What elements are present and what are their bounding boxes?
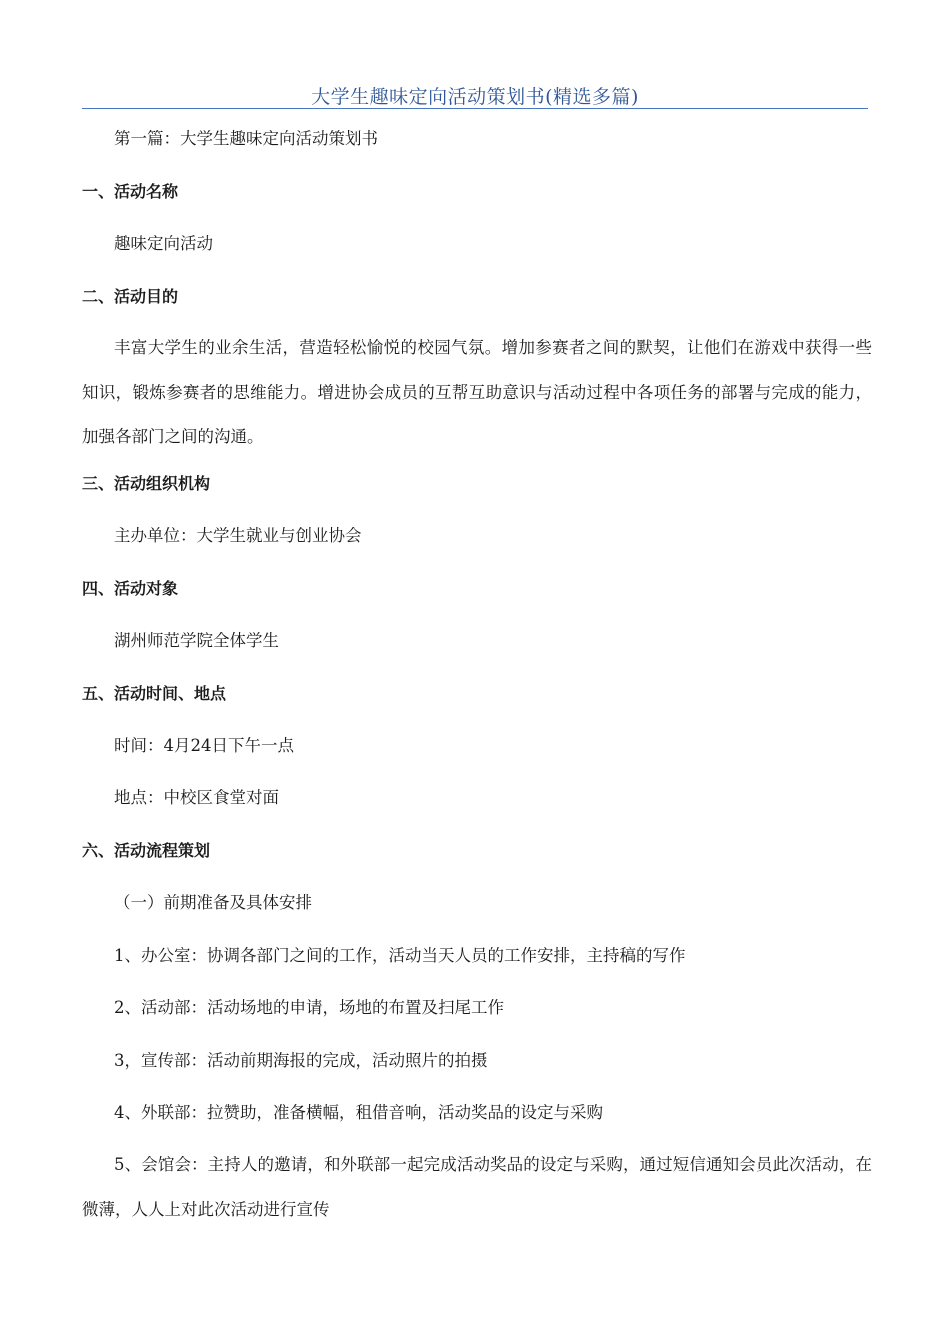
section-heading-organization: 三、活动组织机构 xyxy=(82,474,211,493)
list-item: 1、办公室：协调各部门之间的工作，活动当天人员的工作安排，主持稿的写作 xyxy=(114,946,686,965)
document-title: 大学生趣味定向活动策划书(精选多篇) xyxy=(311,86,639,108)
section-heading-name: 一、活动名称 xyxy=(82,182,179,201)
section-subheading-prep: （一）前期准备及具体安排 xyxy=(114,893,312,912)
section-body-name: 趣味定向活动 xyxy=(114,234,213,253)
section-body-organization: 主办单位：大学生就业与创业协会 xyxy=(114,526,362,545)
section-heading-purpose: 二、活动目的 xyxy=(82,287,179,306)
list-item: 4、外联部：拉赞助，准备横幅，租借音响，活动奖品的设定与采购 xyxy=(114,1103,603,1122)
document-subtitle: 第一篇：大学生趣味定向活动策划书 xyxy=(114,129,378,148)
section-body-audience: 湖州师范学院全体学生 xyxy=(114,631,279,650)
list-item: 2、活动部：活动场地的申请，场地的布置及扫尾工作 xyxy=(114,998,504,1017)
section-heading-time-place: 五、活动时间、地点 xyxy=(82,684,227,703)
section-body-purpose: 丰富大学生的业余生活，营造轻松愉悦的校园气氛。增加参赛者之间的默契，让他们在游戏中获得一些知识，锻炼参赛者的思维能力。增进协会成员的互帮互助意识与活动过程中各项任务的部署与完成的能力，加强各部门之间的沟通。 xyxy=(82,338,872,446)
section-heading-audience: 四、活动对象 xyxy=(82,579,179,598)
section-time: 时间：4月24日下午一点 xyxy=(114,736,294,755)
title-divider xyxy=(82,108,868,109)
section-heading-process: 六、活动流程策划 xyxy=(82,841,211,860)
list-item: 3，宣传部：活动前期海报的完成，活动照片的拍摄 xyxy=(114,1051,488,1070)
section-place: 地点：中校区食堂对面 xyxy=(114,788,279,807)
list-item: 5、会馆会：主持人的邀请，和外联部一起完成活动奖品的设定与采购，通过短信通知会员此次活动，在微薄，人人上对此次活动进行宣传 xyxy=(82,1155,872,1219)
